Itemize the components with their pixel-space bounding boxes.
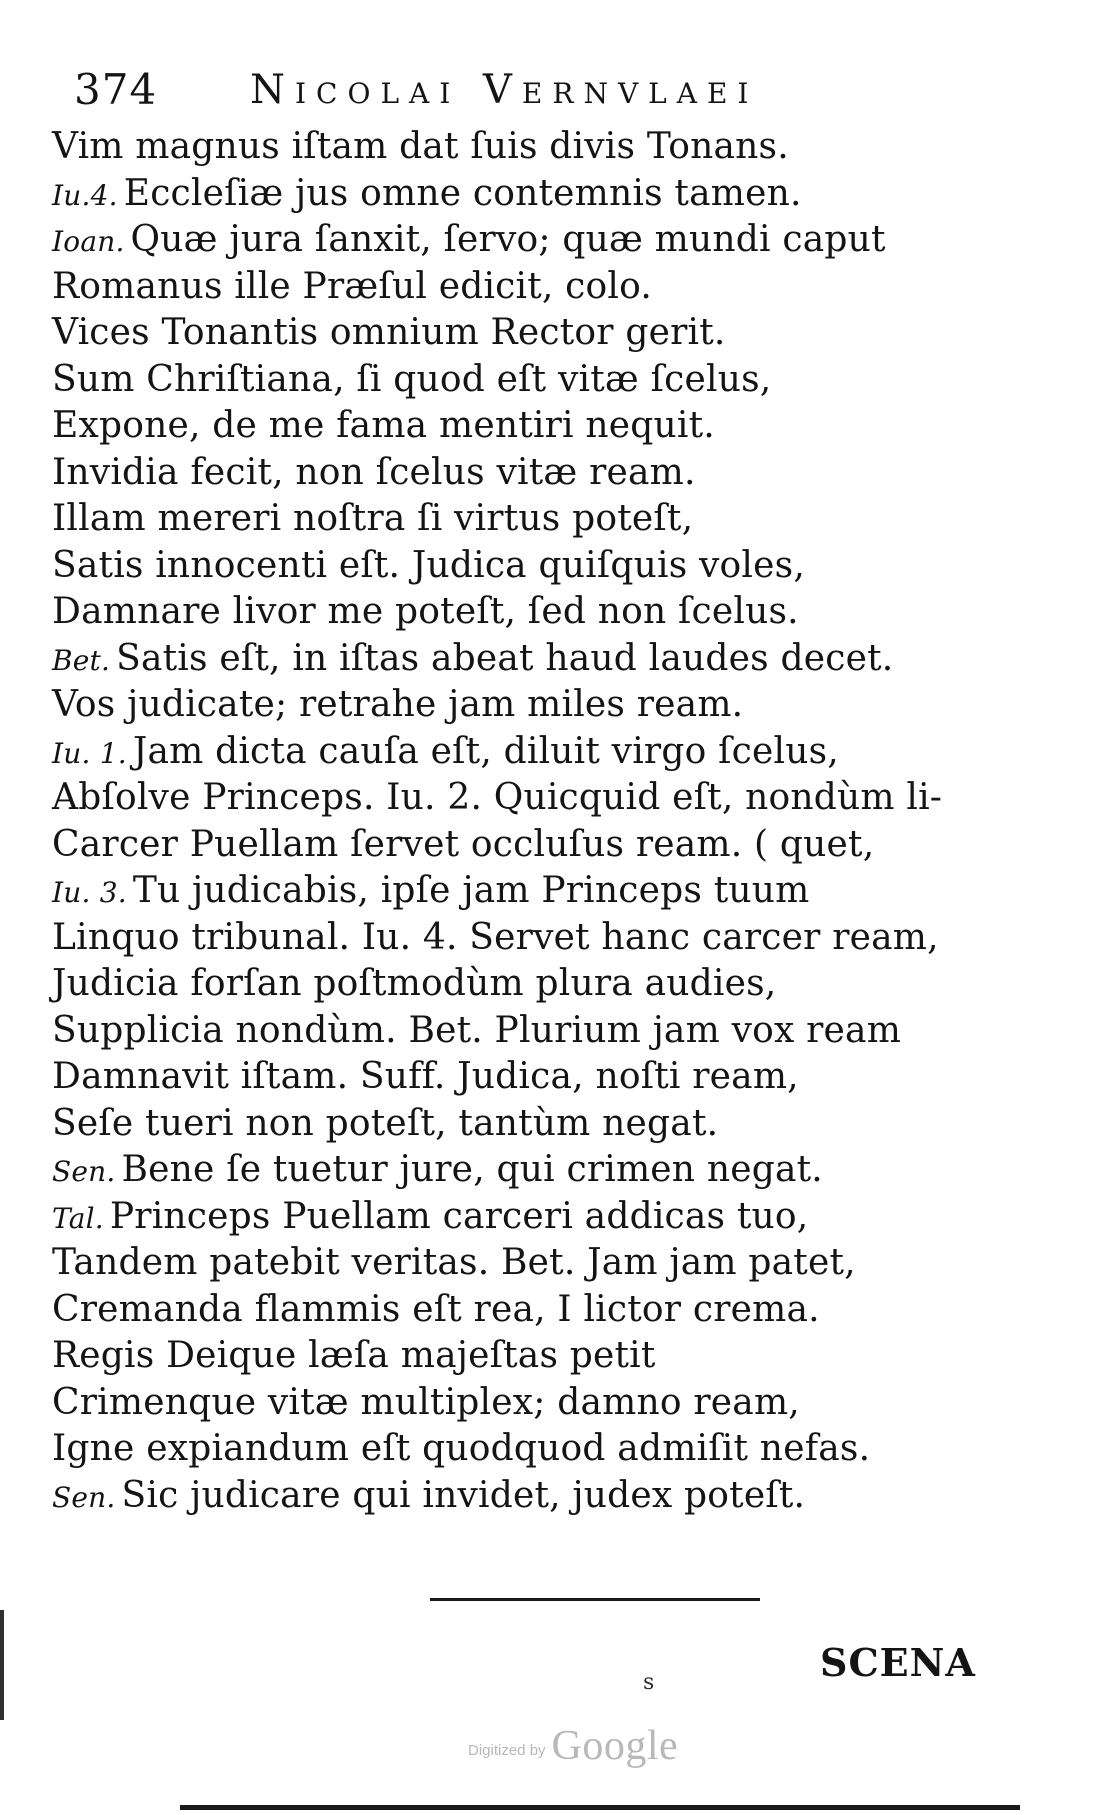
verse-text-line: Linquo tribunal. Iu. 4. Servet hanc carcer ream, xyxy=(52,916,939,958)
verse-text-line: Carcer Puellam ſervet occluſus ream. ( quet, xyxy=(52,823,875,865)
verse-text-line: Eccleſiæ jus omne contemnis tamen. xyxy=(123,172,802,214)
speaker-label: Bet. xyxy=(52,643,111,677)
verse-text-line: Damnare livor me poteſt, ſed non ſcelus. xyxy=(52,591,799,632)
verse-text-line: Crimenque vitæ multiplex; damno ream, xyxy=(52,1381,800,1423)
verse-line xyxy=(52,1240,1012,1287)
verse-line xyxy=(52,1380,1012,1427)
verse-line xyxy=(52,217,1012,264)
speaker-label: Sen. xyxy=(52,1155,116,1188)
verse-line xyxy=(52,1147,1012,1194)
verse-line xyxy=(52,171,1012,218)
verse-line xyxy=(52,124,1012,171)
verse-line xyxy=(52,264,1012,311)
verse-line xyxy=(52,822,1012,869)
verse-text-line: Princeps Puellam carceri addicas tuo, xyxy=(109,1195,809,1237)
verse-line xyxy=(52,1333,1012,1380)
verse-text-line: Seſe tueri non poteſt, tantùm negat. xyxy=(52,1102,719,1144)
verse-text-line: Romanus ille Præſul edicit, colo. xyxy=(52,265,653,307)
verse-text-line: Vices Tonantis omnium Rector gerit. xyxy=(52,312,726,353)
page-number: 374 xyxy=(74,65,158,114)
verse-text-line: Vim magnus iſtam dat ſuis divis Tonans. xyxy=(52,126,789,167)
verse-line xyxy=(52,450,1012,497)
verse-text-line: Vos judicate; retrahe jam miles ream. xyxy=(52,684,744,725)
verse-text-line: Satis innocenti eſt. Judica quiſquis voles, xyxy=(52,544,805,586)
watermark-caption: Digitized by xyxy=(468,1742,546,1759)
running-head: Nicolai Vernvlaei xyxy=(250,67,759,113)
bottom-rule xyxy=(430,1598,760,1601)
verse-line xyxy=(52,496,1012,543)
verse-text-line: Tandem patebit veritas. Bet. Jam jam patet, xyxy=(52,1242,856,1283)
verse-line xyxy=(52,357,1012,404)
verse-text-line: Invidia fecit, non ſcelus vitæ ream. xyxy=(52,451,696,493)
speaker-label: Iu.4. xyxy=(52,178,118,212)
verse-text-line: Damnavit iſtam. Suff. Judica, noſti ream, xyxy=(52,1056,799,1097)
verse-line xyxy=(52,636,1012,683)
speaker-label: Tal. xyxy=(52,1201,104,1235)
catchword: SCENA xyxy=(820,1640,976,1685)
speaker-label: Ioan. xyxy=(52,225,125,258)
watermark-brand: Google xyxy=(551,1723,679,1769)
signature-mark: s xyxy=(643,1670,655,1695)
verse-text-line: Igne expiandum eſt quodquod admiſit nefas. xyxy=(52,1428,871,1469)
verse-text-line: Sic judicare qui invidet, judex poteſt. xyxy=(121,1474,806,1516)
verse-line xyxy=(52,961,1012,1008)
verse-text-line: Cremanda flammis eſt rea, I lictor crema. xyxy=(52,1288,820,1330)
verse-text-line: Judicia forſan poſtmodùm plura audies, xyxy=(52,963,777,1004)
binding-edge-mark xyxy=(0,1610,4,1720)
verse-line xyxy=(52,1054,1012,1101)
verse-text-line: Illam mereri noſtra ſi virtus poteſt, xyxy=(52,498,694,539)
speaker-label: Sen. xyxy=(52,1480,116,1514)
verse-text-line: Supplicia nondùm. Bet. Plurium jam vox ream xyxy=(52,1009,902,1051)
verse-line xyxy=(52,1194,1012,1241)
verse-line xyxy=(52,682,1012,729)
verse-line xyxy=(52,1287,1012,1334)
verse-text-line: Satis eſt, in iſtas abeat haud laudes decet. xyxy=(116,637,894,679)
verse-text xyxy=(52,124,1012,1519)
verse-line xyxy=(52,310,1012,357)
page-bottom-edge xyxy=(180,1805,1020,1810)
verse-line xyxy=(52,915,1012,962)
digitized-watermark xyxy=(468,1722,678,1770)
verse-line xyxy=(52,1426,1012,1473)
verse-text-line: Quæ jura ſanxit, ſervo; quæ mundi caput xyxy=(130,219,886,260)
verse-text-line: Expone, de me fama mentiri nequit. xyxy=(52,405,715,446)
speaker-label: Iu. 1. xyxy=(52,736,127,770)
verse-line xyxy=(52,1473,1012,1520)
verse-line xyxy=(52,775,1012,822)
verse-line xyxy=(52,729,1012,776)
verse-text-line: Sum Chriſtiana, ſi quod eſt vitæ ſcelus, xyxy=(52,358,772,400)
verse-text-line: Bene ſe tuetur jure, qui crimen negat. xyxy=(121,1149,823,1190)
verse-text-line: Jam dicta cauſa eſt, diluit virgo ſcelus, xyxy=(132,730,839,772)
verse-line xyxy=(52,543,1012,590)
verse-line xyxy=(52,1101,1012,1148)
verse-line xyxy=(52,589,1012,636)
verse-text-line: Regis Deique læſa majeſtas petit xyxy=(52,1335,656,1376)
verse-text-line: Tu judicabis, ipſe jam Princeps tuum xyxy=(132,870,810,911)
verse-text-line: Abſolve Princeps. Iu. 2. Quicquid eſt, nondùm li- xyxy=(52,777,943,818)
verse-line xyxy=(52,1008,1012,1055)
speaker-label: Iu. 3. xyxy=(52,876,127,909)
verse-line xyxy=(52,403,1012,450)
verse-line xyxy=(52,868,1012,915)
